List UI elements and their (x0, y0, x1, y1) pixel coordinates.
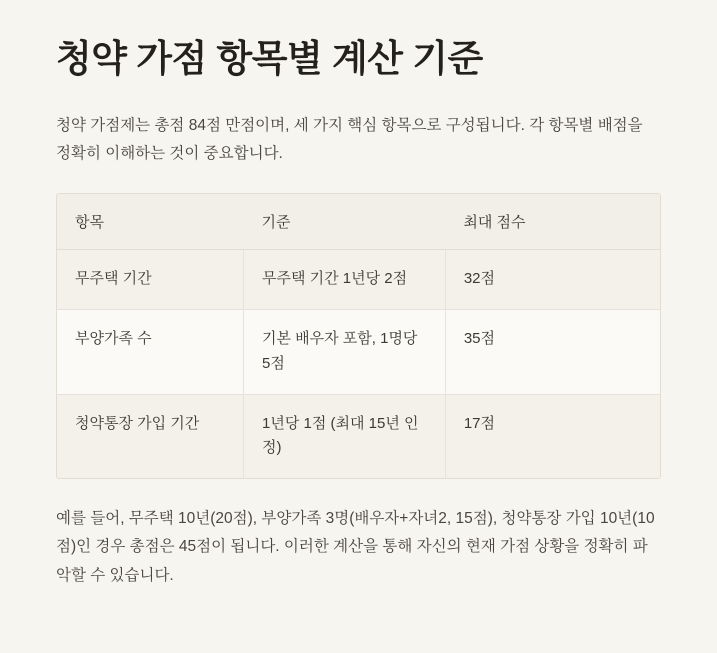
intro-paragraph: 청약 가점제는 총점 84점 만점이며, 세 가지 핵심 항목으로 구성됩니다. 각 항목별 배점을 정확히 이해하는 것이 중요합니다. (56, 117, 643, 162)
criteria-table-container (56, 193, 661, 479)
column-header-item: 항목 (57, 194, 244, 250)
column-header-criteria: 기준 (244, 194, 446, 250)
cell-criteria: 무주택 기간 1년당 2점 (244, 250, 446, 310)
cell-item: 무주택 기간 (57, 250, 244, 310)
cell-max-score: 35점 (445, 310, 660, 395)
table-header-row (57, 194, 660, 250)
table-body (57, 250, 660, 478)
outro-paragraph: 예를 들어, 무주택 10년(20점), 부양가족 3명(배우자+자녀2, 15점), 청약통장 가입 10년(10점)인 경우 총점은 45점이 됩니다. 이러한 계산을 통해 자신의 현재 가점 상황을 정확히 파악할 수 있습니다. (56, 510, 655, 584)
table-header (57, 194, 660, 250)
table-row (57, 250, 660, 310)
cell-criteria: 기본 배우자 포함, 1명당 5점 (244, 310, 446, 395)
cell-max-score: 17점 (445, 394, 660, 478)
cell-criteria: 1년당 1점 (최대 15년 인정) (244, 394, 446, 478)
page-title: 청약 가점 항목별 계산 기준 (56, 38, 483, 79)
table-row (57, 394, 660, 478)
cell-item: 청약통장 가입 기간 (57, 394, 244, 478)
table-row (57, 310, 660, 395)
cell-item: 부양가족 수 (57, 310, 244, 395)
criteria-table (57, 194, 660, 478)
column-header-max-score: 최대 점수 (445, 194, 660, 250)
cell-max-score: 32점 (445, 250, 660, 310)
